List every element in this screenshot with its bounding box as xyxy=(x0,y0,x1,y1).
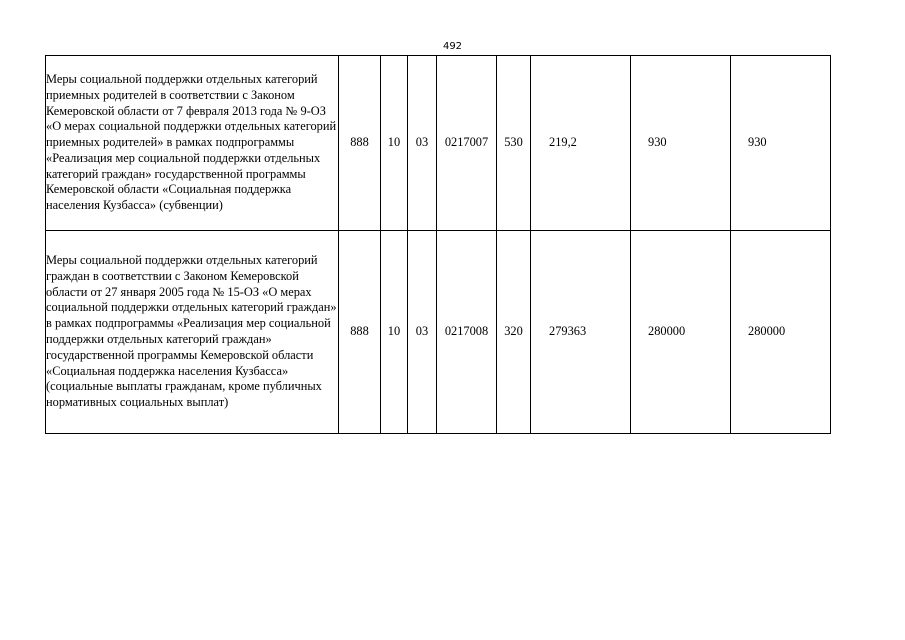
table-row xyxy=(46,56,831,231)
table-row xyxy=(46,231,831,434)
amount-1: 219,2 xyxy=(531,56,631,231)
subsection-code: 03 xyxy=(408,56,437,231)
amount-3: 930 xyxy=(731,56,831,231)
subsection-code: 03 xyxy=(408,231,437,434)
target-article-code: 0217008 xyxy=(437,231,497,434)
budget-table xyxy=(45,55,831,434)
expense-type-code: 320 xyxy=(497,231,531,434)
section-code: 10 xyxy=(381,56,408,231)
page-number: 492 xyxy=(442,41,463,52)
row-description: Меры социальной поддержки отдельных категорий граждан в соответствии с Законом Кемеровской области от 27 января 2005 года № 15-ОЗ «О мерах социальной поддержки отдельных категорий граждан» в рамках подпрограммы «Реализация мер социальной поддержки отдельных категорий граждан» государственной программы Кемеровской области «Социальная поддержка населения Кузбасса» (социальные выплаты гражданам, кроме публичных нормативных социальных выплат) xyxy=(46,231,339,434)
expense-type-code: 530 xyxy=(497,56,531,231)
amount-2: 930 xyxy=(631,56,731,231)
amount-3: 280000 xyxy=(731,231,831,434)
amount-1: 279363 xyxy=(531,231,631,434)
target-article-code: 0217007 xyxy=(437,56,497,231)
row-description: Меры социальной поддержки отдельных категорий приемных родителей в соответствии с Законом Кемеровской области от 7 февраля 2013 года № 9-ОЗ «О мерах социальной поддержки отдельных категорий приемных родителей» в рамках подпрограммы «Реализация мер социальной поддержки отдельных категорий граждан» государственной программы Кемеровской области «Социальная поддержка населения Кузбасса» (субвенции) xyxy=(46,56,339,231)
ministry-code: 888 xyxy=(339,56,381,231)
ministry-code: 888 xyxy=(339,231,381,434)
amount-2: 280000 xyxy=(631,231,731,434)
section-code: 10 xyxy=(381,231,408,434)
